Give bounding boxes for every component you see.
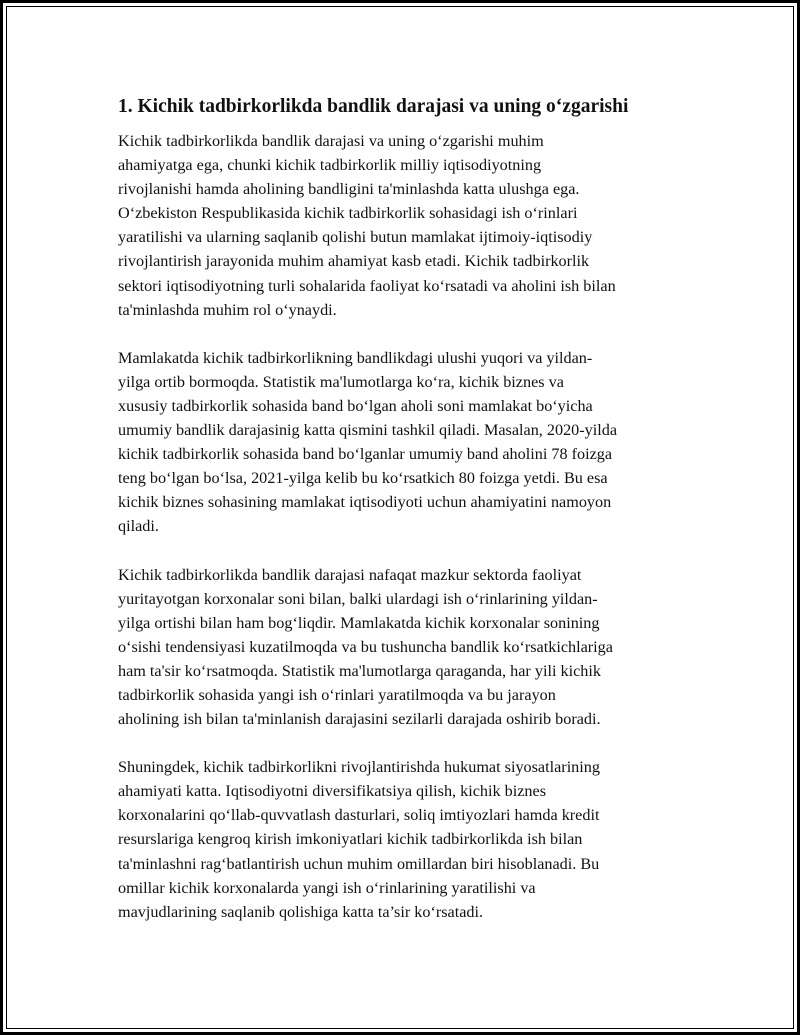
- text-line: kichik tadbirkorlik sohasida band bo‘lganlar umumiy band aholini 78 foizga: [118, 445, 613, 464]
- text-line: kichik biznes sohasining mamlakat iqtisodiyoti uchun ahamiyatini namoyon: [118, 493, 612, 512]
- text-line: qiladi.: [118, 517, 159, 536]
- section-heading: 1. Kichik tadbirkorlikda bandlik darajasi va uning o‘zgarishi: [118, 96, 629, 117]
- text-line: rivojlantirish jarayonida muhim ahamiyat kasb etadi. Kichik tadbirkorlik: [118, 252, 590, 271]
- text-line: yuritayotgan korxonalar soni bilan, balki ulardagi ish o‘rinlarining yildan-: [118, 589, 598, 608]
- text-line: Mamlakatda kichik tadbirkorlikning bandlikdagi ulushi yuqori va yildan-: [118, 348, 593, 367]
- text-line: aholining ish bilan ta'minlanish darajasini sezilarli darajada oshirib boradi.: [118, 710, 601, 729]
- text-line: ta'minlashda muhim rol o‘ynaydi.: [118, 300, 337, 319]
- text-line: o‘sishi tendensiyasi kuzatilmoqda va bu tushuncha bandlik ko‘rsatkichlariga: [118, 637, 613, 656]
- text-line: yilga ortishi bilan ham bog‘liqdir. Mamlakatda kichik korxonalar sonining: [118, 613, 600, 632]
- paragraph-1: [118, 129, 678, 322]
- text-line: tadbirkorlik sohasida yangi ish o‘rinlari yaratilmoqda va bu jarayon: [118, 685, 556, 704]
- paragraph-4: [118, 755, 678, 924]
- paragraph-2: [118, 346, 678, 539]
- text-line: yaratilishi va ularning saqlanib qolishi butun mamlakat ijtimoiy-iqtisodiy: [118, 228, 593, 247]
- text-line: resurslariga kengroq kirish imkoniyatlari kichik tadbirkorlikda ish bilan: [118, 830, 583, 849]
- text-line: xususiy tadbirkorlik sohasida band bo‘lgan aholi soni mamlakat bo‘yicha: [118, 396, 593, 415]
- text-line: umumiy bandlik darajasinig katta qismini tashkil qiladi. Masalan, 2020-yilda: [118, 421, 618, 440]
- text-line: ham ta'sir ko‘rsatmoqda. Statistik ma'lumotlarga qaraganda, har yili kichik: [118, 661, 601, 680]
- text-line: rivojlanishi hamda aholining bandligini ta'minlashda katta ulushga ega.: [118, 180, 580, 199]
- text-line: ahamiyati katta. Iqtisodiyotni diversifikatsiya qilish, kichik biznes: [118, 782, 546, 801]
- text-line: ahamiyatga ega, chunki kichik tadbirkorlik milliy iqtisodiyotning: [118, 156, 542, 175]
- text-line: Kichik tadbirkorlikda bandlik darajasi va uning o‘zgarishi muhim: [118, 132, 544, 150]
- document-body: [118, 94, 678, 948]
- text-line: omillar kichik korxonalarda yangi ish o‘rinlarining yaratilishi va: [118, 878, 536, 897]
- text-line: mavjudlarining saqlanib qolishiga katta ta’sir ko‘rsatadi.: [118, 902, 484, 921]
- text-line: yilga ortib bormoqda. Statistik ma'lumotlarga ko‘ra, kichik biznes va: [118, 372, 564, 391]
- paragraph-3: [118, 563, 678, 732]
- text-line: korxonalarini qo‘llab-quvvatlash dasturlari, soliq imtiyozlari hamda kredit: [118, 806, 600, 825]
- text-line: teng bo‘lgan bo‘lsa, 2021-yilga kelib bu ko‘rsatkich 80 foizga yetdi. Bu esa: [118, 469, 608, 488]
- text-line: Kichik tadbirkorlikda bandlik darajasi nafaqat mazkur sektorda faoliyat: [118, 565, 582, 584]
- text-line: sektori iqtisodiyotning turli sohalarida faoliyat ko‘rsatadi va aholini ish bilan: [118, 276, 616, 295]
- text-line: ta'minlashni rag‘batlantirish uchun muhim omillardan biri hisoblanadi. Bu: [118, 854, 600, 873]
- text-line: O‘zbekiston Respublikasida kichik tadbirkorlik sohasidagi ish o‘rinlari: [118, 204, 578, 223]
- text-line: Shuningdek, kichik tadbirkorlikni rivojlantirishda hukumat siyosatlarining: [118, 758, 600, 777]
